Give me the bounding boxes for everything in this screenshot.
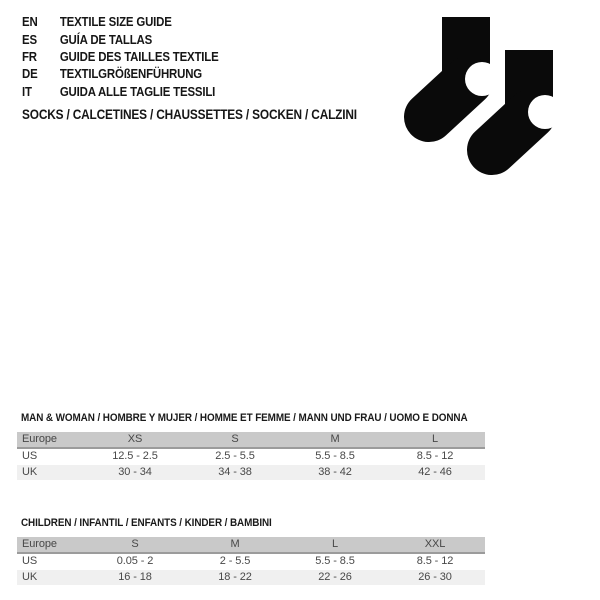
column-header-m: M [185,537,285,553]
language-code: EN [22,14,38,30]
region-cell: UK [17,465,85,481]
table-cell: 5.5 - 8.5 [315,450,355,462]
table-cell: 34 - 38 [185,465,285,481]
socks-icon-svg [404,17,564,177]
column-header-xs: XS [85,432,185,448]
language-code: DE [22,66,38,82]
column-header-l: L [385,432,485,448]
children-us-row [17,553,485,570]
table-title-adults: MAN & WOMAN / HOMBRE Y MUJER / HOMME ET FEMME / MANN UND FRAU / UOMO E DONNA [21,412,468,424]
table-cell: 18 - 22 [185,570,285,586]
children-size-table [17,537,485,585]
language-code: ES [22,31,37,47]
size-table-children [17,513,485,585]
language-label: TEXTILGRÖßENFÜHRUNG [59,66,203,82]
table-cell: 22 - 26 [285,570,385,586]
table-cell: 8.5 - 12 [416,555,454,567]
children-header-row [17,537,485,553]
adults-us-row [17,448,485,465]
column-header-m: M [285,432,385,448]
region-cell: US [22,555,38,567]
language-label: GUIDE DES TAILLES TEXTILE [59,48,219,64]
language-row-de [22,65,219,82]
language-code: IT [22,83,32,99]
table-cell: 12.5 - 2.5 [112,450,158,462]
table-cell: 26 - 30 [385,570,485,586]
column-header-l: L [285,537,385,553]
table-cell: 16 - 18 [85,570,185,586]
table-cell: 0.05 - 2 [116,555,154,567]
column-header-xxl: XXL [385,537,485,553]
size-table-adults [17,408,485,480]
socks-icon [404,17,564,177]
language-row-fr [22,48,219,65]
language-label: TEXTILE SIZE GUIDE [59,14,172,30]
language-code: FR [22,48,37,64]
adults-uk-row [17,465,485,481]
table-cell: 42 - 46 [385,465,485,481]
adults-header-row [17,432,485,448]
region-cell: UK [17,570,85,586]
table-cell: 2.5 - 5.5 [215,450,255,462]
table-cell: 5.5 - 8.5 [315,555,355,567]
table-cell: 38 - 42 [285,465,385,481]
table-cell: 8.5 - 12 [416,450,454,462]
table-cell: 30 - 34 [85,465,185,481]
table-cell: 2 - 5.5 [219,555,251,567]
language-label: GUIDA ALLE TAGLIE TESSILI [59,83,216,99]
column-header-s: S [85,537,185,553]
column-header-europe: Europe [17,432,85,448]
region-cell: US [22,450,38,462]
language-list [22,13,219,100]
category-line: SOCKS / CALCETINES / CHAUSSETTES / SOCKEN / CALZINI [22,107,357,122]
language-label: GUÍA DE TALLAS [59,31,153,47]
language-row-it [22,83,219,100]
language-row-es [22,30,219,47]
column-header-europe: Europe [17,537,85,553]
language-row-en [22,13,219,30]
column-header-s: S [185,432,285,448]
table-title-children: CHILDREN / INFANTIL / ENFANTS / KINDER / BAMBINI [21,517,272,529]
children-uk-row [17,570,485,586]
adults-size-table [17,432,485,480]
